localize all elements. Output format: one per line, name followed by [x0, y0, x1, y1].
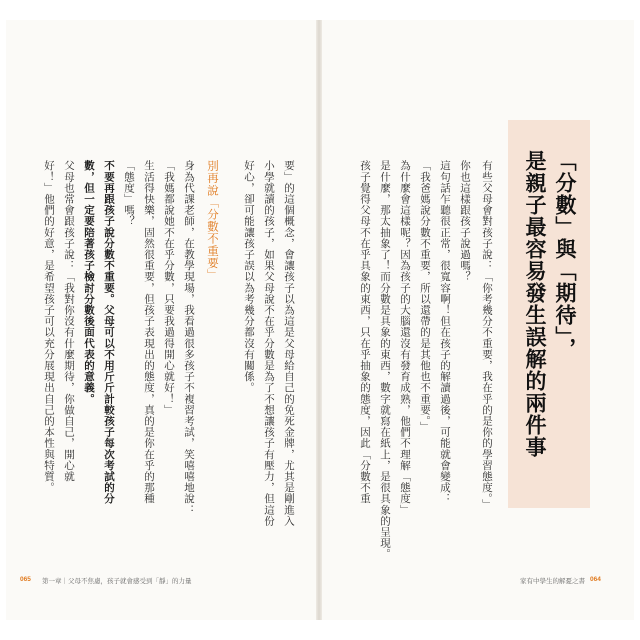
left-paragraph: 小學就讀的孩子，如果父母說不在乎分數是為了不想讓孩子有壓力，但這份	[263, 160, 275, 527]
right-paragraph: 「我爸媽說分數不重要，所以還帶的是其他也不重要。」	[419, 160, 431, 433]
section-subheading: 別再說「分數不重要」	[206, 160, 220, 281]
left-paragraph-emphasis: 不要再跟孩子說分數不重要。父母可以不用斤斤計較孩子每次考試的分	[103, 160, 115, 505]
right-paragraph: 為什麼會這樣呢？因為孩子的大腦還沒有發育成熟，他們不理解「態度」	[399, 160, 411, 516]
right-paragraph: 孩子覺得父母不在乎具象的東西，只在乎抽象的態度，因此「分數不重	[359, 160, 371, 505]
book-gutter	[316, 20, 322, 620]
left-paragraph: 身為代課老師，在教學現場，我看過很多孩子不複習考試，笑嘻嘻地說：	[183, 160, 195, 516]
left-page-number: 065	[20, 576, 31, 583]
right-paragraph: 你也這樣跟孩子說過嗎？	[459, 160, 471, 283]
right-paragraph: 有些父母會對孩子說：「你考幾分不重要，我在乎的是你的學習態度。」	[481, 160, 493, 510]
left-paragraph: 「我媽都說她不在乎分數，只要我過得開心就好！」	[163, 160, 175, 416]
left-paragraph: 父母也常會跟孩子說：「我對你沒有什麼期待，你做自己，開心就	[63, 160, 75, 482]
left-paragraph: 好！」他們的好意，是希望孩子可以充分展現出自己的本性與特質。	[43, 160, 55, 493]
left-page-footer: 第一章｜父母不焦慮，孩子就會感受到「靜」的力量	[42, 578, 192, 585]
right-page-number: 064	[590, 576, 601, 583]
left-paragraph: 好心，卻可能讓孩子誤以為考幾分都沒有關係。	[243, 160, 255, 394]
chapter-heading-line-1: 「分數」與「期待」，	[553, 150, 577, 360]
right-paragraph: 這句話乍聽很正常，很寬容啊！但在孩子的解讀過後，可能就會變成：	[439, 160, 451, 505]
left-paragraph: 「態度」嗎？	[123, 160, 135, 227]
left-paragraph-emphasis: 數，但一定要陪著孩子檢討分數後面代表的意義。	[83, 160, 95, 405]
right-paragraph: 是什麼，那太抽象了！而分數是具象的東西，數字就寫在紙上，是很具象的呈現。	[379, 160, 391, 560]
chapter-heading-line-2: 是親子最容易發生誤解的兩件事	[523, 150, 547, 458]
left-paragraph: 要」的這個概念，會讓孩子以為這是父母給自己的免死金牌，尤其是剛進入	[283, 160, 295, 527]
left-paragraph: 生活得快樂，固然很重要，但孩子表現出的態度，真的是你在乎的那種	[143, 160, 155, 505]
right-page-footer: 家有中學生的解憂之書	[520, 578, 585, 585]
